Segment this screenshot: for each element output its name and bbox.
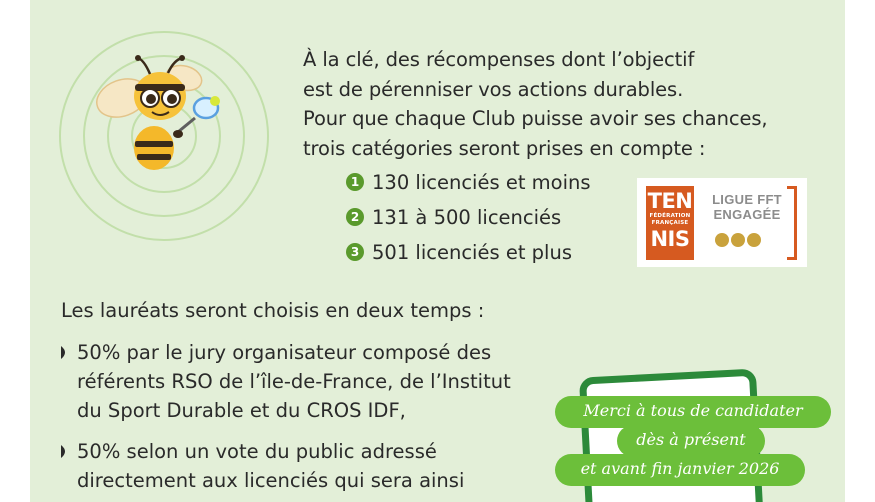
logo-bracket: [787, 186, 797, 260]
logo-francaise-text: FRANÇAISE: [651, 220, 689, 226]
tennis-ball-icon: [210, 96, 220, 106]
ligue-engagee-text: [703, 192, 791, 222]
number-badge-icon: 1: [346, 173, 364, 191]
bullet-arrow-icon: [61, 346, 69, 359]
bullet-line: du Sport Durable et du CROS IDF,: [77, 399, 406, 422]
bee-mascot-icon: [92, 48, 232, 173]
intro-line: trois catégories seront prises en compte :: [303, 136, 706, 160]
category-label: 131 à 500 licenciés: [372, 205, 562, 229]
bullet-line: directement aux licenciés qui sera ainsi: [77, 469, 465, 492]
bullet-item: [61, 437, 464, 495]
category-item: [346, 205, 561, 229]
tennis-ball-icon: [731, 233, 745, 247]
category-label: 130 licenciés et moins: [372, 170, 591, 194]
tennis-balls: [715, 233, 761, 247]
logo-ten-text: TEN: [647, 189, 693, 213]
laureats-heading: Les lauréats seront choisis en deux temps :: [61, 299, 485, 322]
ligue-line: LIGUE FFT: [712, 192, 782, 207]
bullet-arrow-icon: [61, 445, 69, 458]
bullet-line: 50% par le jury organisateur composé des: [77, 341, 492, 364]
tennis-logo-block: [646, 186, 694, 260]
tennis-ball-icon: [715, 233, 729, 247]
fft-ligue-logo: [637, 178, 807, 267]
number-badge-icon: 2: [346, 208, 364, 226]
category-item: [346, 240, 572, 264]
intro-paragraph: [303, 45, 768, 163]
cta-pill: et avant fin janvier 2026: [555, 454, 805, 486]
category-item: [346, 170, 591, 194]
bullet-line: référents RSO de l’île-de-France, de l’Institut: [77, 370, 511, 393]
bullet-item: [61, 338, 511, 425]
category-label: 501 licenciés et plus: [372, 240, 572, 264]
intro-line: À la clé, des récompenses dont l’objectif: [303, 48, 695, 71]
number-badge-icon: 3: [346, 243, 364, 261]
bullet-line: 50% selon un vote du public adressé: [77, 440, 437, 463]
tennis-ball-icon: [747, 233, 761, 247]
logo-nis-text: NIS: [650, 227, 690, 251]
intro-line: est de pérenniser vos actions durables.: [303, 77, 684, 101]
cta-pill: dès à présent: [617, 425, 765, 457]
intro-line: Pour que chaque Club puisse avoir ses chances,: [303, 107, 768, 130]
logo-federation-text: FÉDÉRATION: [649, 213, 691, 219]
engagee-line: ENGAGÉE: [713, 207, 781, 222]
cta-pill: Merci à tous de candidater: [555, 396, 831, 428]
